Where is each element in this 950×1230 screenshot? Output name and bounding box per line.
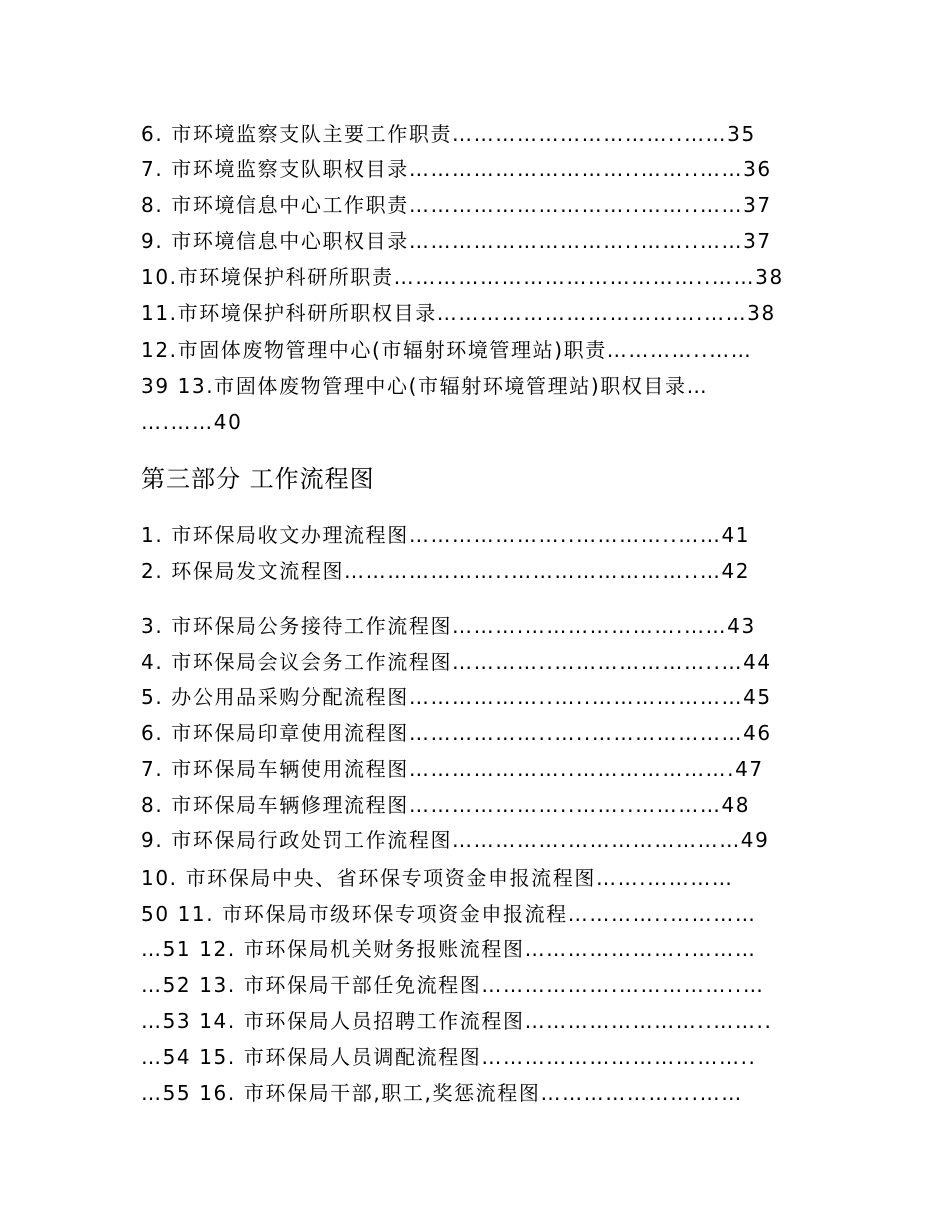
toc-entry: 2. 环保局发文流程图…………………..……………………..…42	[141, 559, 751, 583]
toc-entry: 11.市环境保护科研所职权目录……………………………….……38	[141, 301, 776, 325]
toc-entry: 3. 市环保局公务接待工作流程图……….………………….……43	[141, 614, 756, 638]
toc-entry: 10.市环境保护科研所职责……………………………………..……38	[141, 265, 784, 289]
section-title: 第三部分 工作流程图	[141, 465, 375, 493]
toc-entry: 1. 市环保局收文办理流程图…………………..…………..……41	[141, 523, 751, 547]
toc-entry: 50 11. 市环保局市级环保专项资金申报流程…………..…………	[141, 902, 757, 926]
toc-entry: 12.市固体废物管理中心(市辐射环境管理站)职责…………..……	[141, 338, 753, 362]
toc-entry: 6. 市环境监察支队主要工作职责…………………………..……35	[141, 122, 756, 146]
toc-entry: 9. 市环境信息中心职权目录…………………………..……..……37	[141, 229, 772, 253]
toc-entry: 8. 市环保局车辆修理流程图…………………..……..…………48	[141, 793, 751, 817]
toc-entry: 39 13.市固体废物管理中心(市辐射环境管理站)职权目录…	[141, 374, 709, 398]
toc-entry: 7. 市环保局车辆使用流程图…………………..………………….47	[141, 757, 764, 781]
toc-entry: …54 15. 市环保局人员调配流程图………………………………..	[141, 1045, 757, 1069]
toc-entry: 5. 办公用品采购分配流程图………………..…..…………………45	[141, 685, 772, 709]
toc-entry: 7. 市环境监察支队职权目录…………………………..……..……36	[141, 157, 772, 181]
toc-entry: …55 16. 市环保局干部,职工,奖惩流程图………………….……	[141, 1081, 743, 1105]
toc-entry: …52 13. 市环保局干部任免流程图……………….……………..…	[141, 973, 765, 997]
toc-entry: 6. 市环保局印章使用流程图………………..…..…………………46	[141, 721, 772, 745]
toc-entry: 9. 市环保局行政处罚工作流程图…………….……………………49	[141, 828, 770, 852]
toc-entry: …53 14. 市环保局人员招聘工作流程图……………………..……..	[141, 1009, 773, 1033]
toc-entry: 8. 市环境信息中心工作职责…………………………..……..……37	[141, 193, 772, 217]
toc-entry: 4. 市环保局会议会务工作流程图…………..…………………..…44	[141, 650, 772, 674]
toc-entry: …51 12. 市环保局机关财务报账流程图…………………..………	[141, 937, 757, 961]
toc-entry: ….……40	[141, 410, 243, 434]
toc-entry: 10. 市环保局中央、省环保专项资金申报流程图…….…………	[141, 866, 734, 890]
